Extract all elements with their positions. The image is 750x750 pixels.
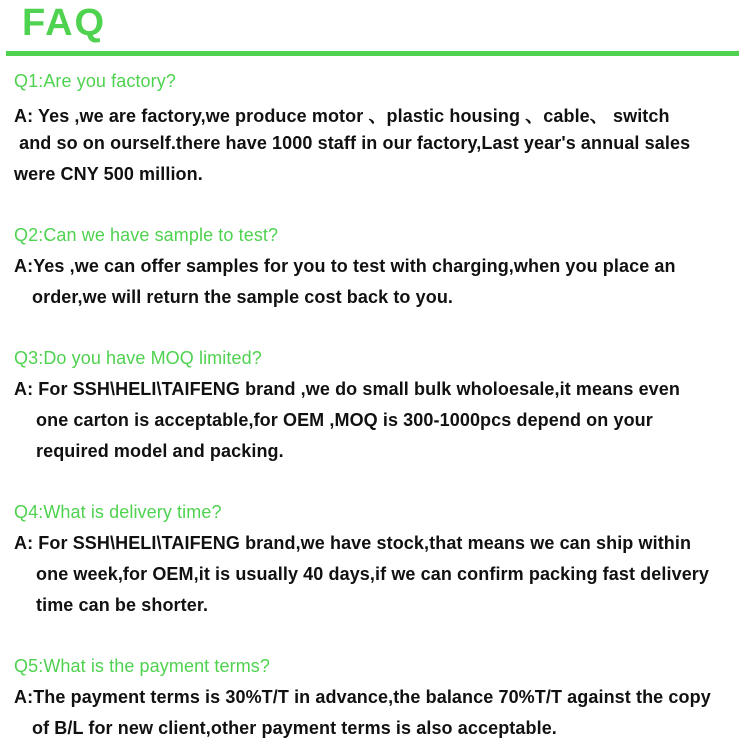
faq-question-4: Q4:What is delivery time? [14, 502, 222, 522]
faq-answer-4-line-3: time can be shorter. [36, 595, 209, 615]
faq-answer-3-line-3: required model and packing. [36, 441, 284, 461]
faq-answer-2-line-1: A:Yes ,we can offer samples for you to test with charging,when you place an [14, 256, 676, 276]
faq-answer-3-line-2: one carton is acceptable,for OEM ,MOQ is 300-1000pcs depend on your [36, 410, 653, 430]
page-title: FAQ [22, 2, 107, 44]
faq-answer-5-line-1: A:The payment terms is 30%T/T in advance,the balance 70%T/T against the copy [14, 687, 711, 707]
faq-answer-1-line-1: A: Yes ,we are factory,we produce motor 、plastic housing 、cable、 switch [14, 106, 670, 126]
title-divider [6, 51, 739, 56]
faq-answer-3-line-1: A: For SSH\HELI\TAIFENG brand ,we do small bulk wholoesale,it means even [14, 379, 680, 399]
faq-question-2: Q2:Can we have sample to test? [14, 225, 279, 245]
faq-question-1: Q1:Are you factory? [14, 71, 176, 91]
faq-answer-4-line-1: A: For SSH\HELI\TAIFENG brand,we have stock,that means we can ship within [14, 533, 692, 553]
faq-answer-5-line-2: of B/L for new client,other payment terms is also acceptable. [32, 718, 557, 738]
faq-question-5: Q5:What is the payment terms? [14, 656, 270, 676]
faq-answer-1-line-2: and so on ourself.there have 1000 staff in our factory,Last year's annual sales [14, 133, 691, 153]
faq-answer-2-line-2: order,we will return the sample cost back to you. [32, 287, 454, 307]
faq-answer-4-line-2: one week,for OEM,it is usually 40 days,if we can confirm packing fast delivery [36, 564, 710, 584]
faq-question-3: Q3:Do you have MOQ limited? [14, 348, 262, 368]
faq-answer-1-line-3: were CNY 500 million. [14, 164, 203, 184]
